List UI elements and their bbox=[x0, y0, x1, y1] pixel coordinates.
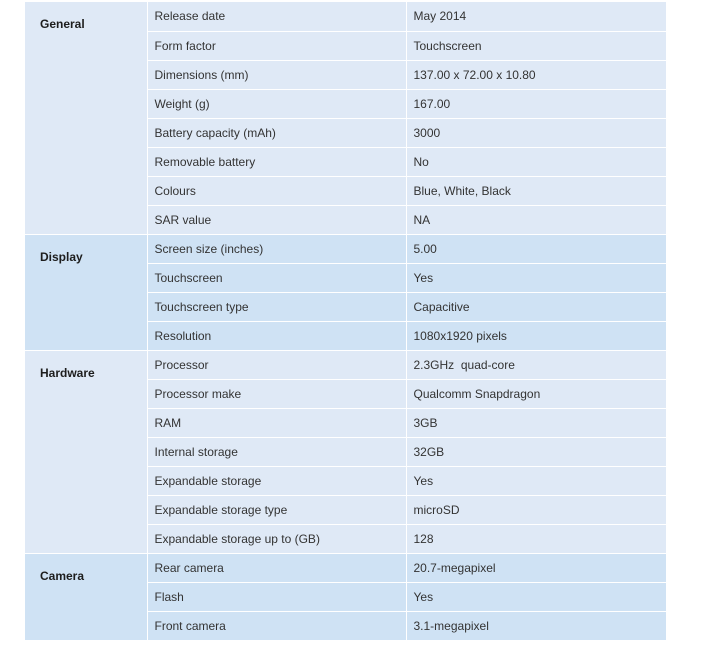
spec-label: Release date bbox=[147, 2, 406, 31]
spec-value: microSD bbox=[406, 495, 666, 524]
spec-value: Qualcomm Snapdragon bbox=[406, 379, 666, 408]
spec-label: Removable battery bbox=[147, 147, 406, 176]
spec-value: Touchscreen bbox=[406, 31, 666, 60]
group-heading-camera: Camera bbox=[25, 553, 147, 640]
spec-row bbox=[25, 2, 666, 31]
spec-group-hardware bbox=[25, 350, 666, 553]
spec-label: Touchscreen bbox=[147, 263, 406, 292]
spec-group-display bbox=[25, 234, 666, 350]
spec-value: No bbox=[406, 147, 666, 176]
spec-label: Weight (g) bbox=[147, 89, 406, 118]
spec-row bbox=[25, 553, 666, 582]
spec-value: Yes bbox=[406, 466, 666, 495]
spec-label: Processor bbox=[147, 350, 406, 379]
spec-label: Internal storage bbox=[147, 437, 406, 466]
spec-label: Screen size (inches) bbox=[147, 234, 406, 263]
spec-label: RAM bbox=[147, 408, 406, 437]
spec-value: 32GB bbox=[406, 437, 666, 466]
spec-label: Rear camera bbox=[147, 553, 406, 582]
spec-value: NA bbox=[406, 205, 666, 234]
spec-label: Expandable storage bbox=[147, 466, 406, 495]
spec-label: Touchscreen type bbox=[147, 292, 406, 321]
spec-table bbox=[25, 2, 666, 641]
group-heading-general: General bbox=[25, 2, 147, 234]
spec-label: Resolution bbox=[147, 321, 406, 350]
spec-value: Yes bbox=[406, 582, 666, 611]
spec-value: 137.00 x 72.00 x 10.80 bbox=[406, 60, 666, 89]
spec-value: 167.00 bbox=[406, 89, 666, 118]
spec-value: 128 bbox=[406, 524, 666, 553]
spec-label: Processor make bbox=[147, 379, 406, 408]
spec-label: SAR value bbox=[147, 205, 406, 234]
spec-row bbox=[25, 350, 666, 379]
spec-label: Expandable storage up to (GB) bbox=[147, 524, 406, 553]
spec-value: 20.7-megapixel bbox=[406, 553, 666, 582]
spec-value: 3GB bbox=[406, 408, 666, 437]
spec-label: Form factor bbox=[147, 31, 406, 60]
spec-value: 1080x1920 pixels bbox=[406, 321, 666, 350]
spec-value: Capacitive bbox=[406, 292, 666, 321]
spec-group-camera bbox=[25, 553, 666, 640]
spec-row bbox=[25, 234, 666, 263]
spec-value: May 2014 bbox=[406, 2, 666, 31]
group-heading-hardware: Hardware bbox=[25, 350, 147, 553]
spec-label: Battery capacity (mAh) bbox=[147, 118, 406, 147]
spec-label: Expandable storage type bbox=[147, 495, 406, 524]
spec-label: Flash bbox=[147, 582, 406, 611]
spec-value: Yes bbox=[406, 263, 666, 292]
spec-label: Front camera bbox=[147, 611, 406, 640]
spec-group-general bbox=[25, 2, 666, 234]
group-heading-display: Display bbox=[25, 234, 147, 350]
spec-value: 2.3GHz quad-core bbox=[406, 350, 666, 379]
spec-label: Colours bbox=[147, 176, 406, 205]
spec-value: 3.1-megapixel bbox=[406, 611, 666, 640]
spec-value: Blue, White, Black bbox=[406, 176, 666, 205]
spec-value: 5.00 bbox=[406, 234, 666, 263]
spec-label: Dimensions (mm) bbox=[147, 60, 406, 89]
spec-value: 3000 bbox=[406, 118, 666, 147]
